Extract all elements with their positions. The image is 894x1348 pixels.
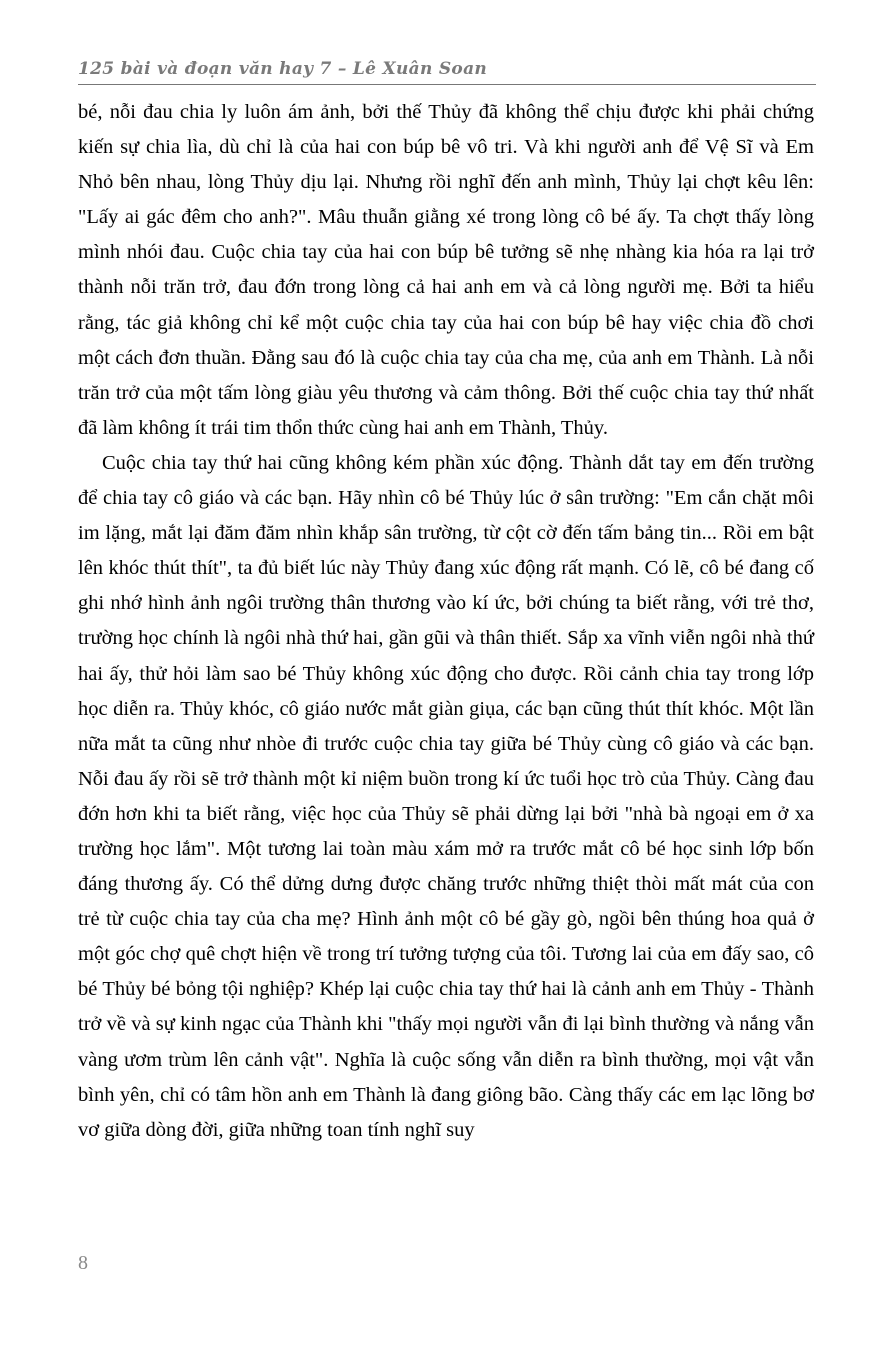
header-title: 125 bài và đoạn văn hay 7 – Lê Xuân Soan <box>78 59 488 79</box>
page-body <box>78 95 814 1148</box>
paragraph-continued: bé, nỗi đau chia ly luôn ám ảnh, bởi thế Thủy đã không thể chịu được khi phải chứng kiến sự chia lìa, dù chỉ là của hai con búp bê vô tri. Và khi người anh để Vệ Sĩ và Em Nhỏ bên nhau, lòng Thủy dịu lại. Nhưng rồi nghĩ đến anh mình, Thủy lại chợt kêu lên: "Lấy ai gác đêm cho anh?". Mâu thuẫn giằng xé trong lòng cô bé ấy. Ta chợt thấy lòng mình nhói đau. Cuộc chia tay của hai con búp bê tưởng sẽ nhẹ nhàng kia hóa ra lại trở thành nỗi trăn trở, đau đớn trong lòng cả hai anh em và cả lòng người mẹ. Bởi ta hiểu rằng, tác giả không chỉ kể một cuộc chia tay của hai con búp bê hay việc chia đồ chơi một cách đơn thuần. Đằng sau đó là cuộc chia tay của cha mẹ, của anh em Thành. Là nỗi trăn trở của một tấm lòng giàu yêu thương và cảm thông. Bởi thế cuộc chia tay thứ nhất đã làm không ít trái tim thổn thức cùng hai anh em Thành, Thủy. <box>78 101 814 439</box>
running-header <box>78 58 816 85</box>
page-number: 8 <box>78 1252 88 1274</box>
paragraph: Cuộc chia tay thứ hai cũng không kém phần xúc động. Thành dắt tay em đến trường để chia tay cô giáo và các bạn. Hãy nhìn cô bé Thủy lúc ở sân trường: "Em cắn chặt môi im lặng, mắt lại đăm đăm nhìn khắp sân trường, từ cột cờ đến tấm bảng tin... Rồi em bật lên khóc thút thít", ta đủ biết lúc này Thủy đang xúc động rất mạnh. Có lẽ, cô bé đang cố ghi nhớ hình ảnh ngôi trường thân thương vào kí ức, bởi chúng ta biết rằng, với trẻ thơ, trường học chính là ngôi nhà thứ hai, gần gũi và thân thiết. Sắp xa vĩnh viễn ngôi nhà thứ hai ấy, thử hỏi làm sao bé Thủy không xúc động cho được. Rồi cảnh chia tay trong lớp học diễn ra. Thủy khóc, cô giáo nước mắt giàn giụa, các bạn cũng thút thít khóc. Một lần nữa mắt ta cũng như nhòe đi trước cuộc chia tay giữa bé Thủy cùng cô giáo và các bạn. Nỗi đau ấy rồi sẽ trở thành một kỉ niệm buồn trong kí ức tuổi học trò của Thủy. Càng đau đớn hơn khi ta biết rằng, việc học của Thủy sẽ phải dừng lại bởi "nhà bà ngoại em ở xa trường học lắm". Một tương lai toàn màu xám mở ra trước mắt cô bé học sinh lớp bốn đáng thương ấy. Có thể dửng dưng được chăng trước những thiệt thòi mất mát của con trẻ từ cuộc chia tay của cha mẹ? Hình ảnh một cô bé gầy gò, ngồi bên thúng hoa quả ở một góc chợ quê chợt hiện về trong trí tưởng tượng của tôi. Tương lai của em đấy sao, cô bé Thủy bé bỏng tội nghiệp? Khép lại cuộc chia tay thứ hai là cảnh anh em Thủy - Thành trở về và sự kinh ngạc của Thành khi "thấy mọi người vẫn đi lại bình thường và nắng vẫn vàng ươm trùm lên cảnh vật". Nghĩa là cuộc sống vẫn diễn ra bình thường, mọi vật vẫn bình yên, chỉ có tâm hồn anh em Thành là đang giông bão. Càng thấy các em lạc lõng bơ vơ giữa dòng đời, giữa những toan tính nghĩ suy <box>78 451 814 1141</box>
